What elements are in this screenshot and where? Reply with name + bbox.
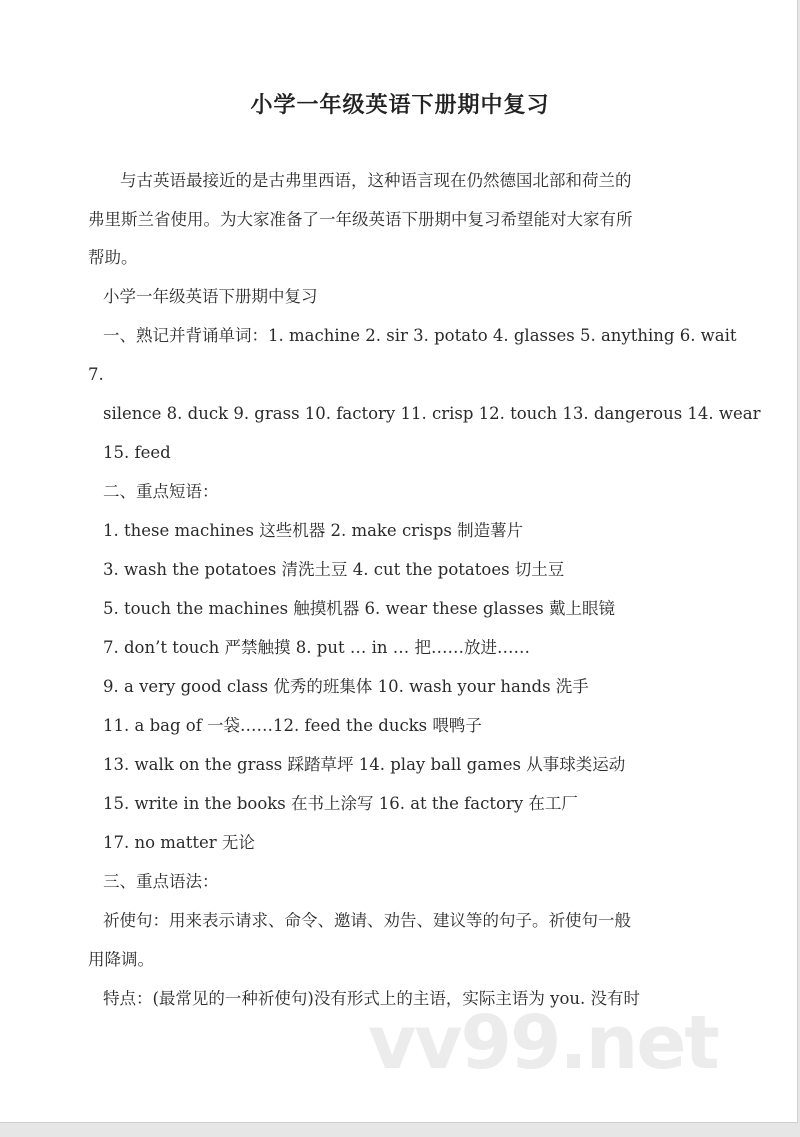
phrase-line: 17. no matter 无论 — [103, 833, 255, 852]
paragraph-line: 与古英语最接近的是古弗里西语，这种语言现在仍然德国北部和荷兰的 — [120, 171, 632, 190]
paragraph-line: 弗里斯兰省使用。为大家准备了一年级英语下册期中复习希望能对大家有所 — [88, 210, 633, 229]
phrase-line: 13. walk on the grass 踩踏草坪 14. play ball games 从事球类运动 — [103, 755, 626, 774]
phrase-line: 7. don’t touch 严禁触摸 8. put … in … 把……放进…… — [103, 638, 530, 657]
section-heading: 三、重点语法： — [103, 872, 219, 891]
phrase-line: 11. a bag of 一袋……12. feed the ducks 喂鸭子 — [103, 716, 482, 735]
section-heading: 二、重点短语： — [103, 482, 219, 501]
phrase-line: 9. a very good class 优秀的班集体 10. wash your hands 洗手 — [103, 677, 589, 696]
paragraph-line: 一、熟记并背诵单词：1. machine 2. sir 3. potato 4. glasses 5. anything 6. wait — [103, 326, 737, 345]
paragraph-line: 特点：(最常见的一种祈使句)没有形式上的主语，实际主语为 you. 没有时 — [103, 989, 640, 1008]
phrase-line: 3. wash the potatoes 清洗土豆 4. cut the potatoes 切土豆 — [103, 560, 565, 579]
document-title: 小学一年级英语下册期中复习 — [250, 93, 550, 118]
section-heading: 小学一年级英语下册期中复习 — [103, 287, 318, 306]
paragraph-line: 15. feed — [103, 443, 171, 462]
watermark: vv99.net — [368, 1000, 718, 1086]
paragraph-line: 祈使句：用来表示请求、命令、邀请、劝告、建议等的句子。祈使句一般 — [103, 911, 631, 930]
paragraph-line: silence 8. duck 9. grass 10. factory 11. crisp 12. touch 13. dangerous 14. wear — [103, 404, 761, 423]
paragraph-line: 7. — [88, 365, 104, 384]
phrase-line: 1. these machines 这些机器 2. make crisps 制造薯片 — [103, 521, 524, 540]
paragraph-line: 帮助。 — [88, 248, 138, 267]
phrase-line: 5. touch the machines 触摸机器 6. wear these glasses 戴上眼镜 — [103, 599, 615, 618]
phrase-line: 15. write in the books 在书上涂写 16. at the factory 在工厂 — [103, 794, 578, 813]
paragraph-line: 用降调。 — [88, 950, 154, 969]
